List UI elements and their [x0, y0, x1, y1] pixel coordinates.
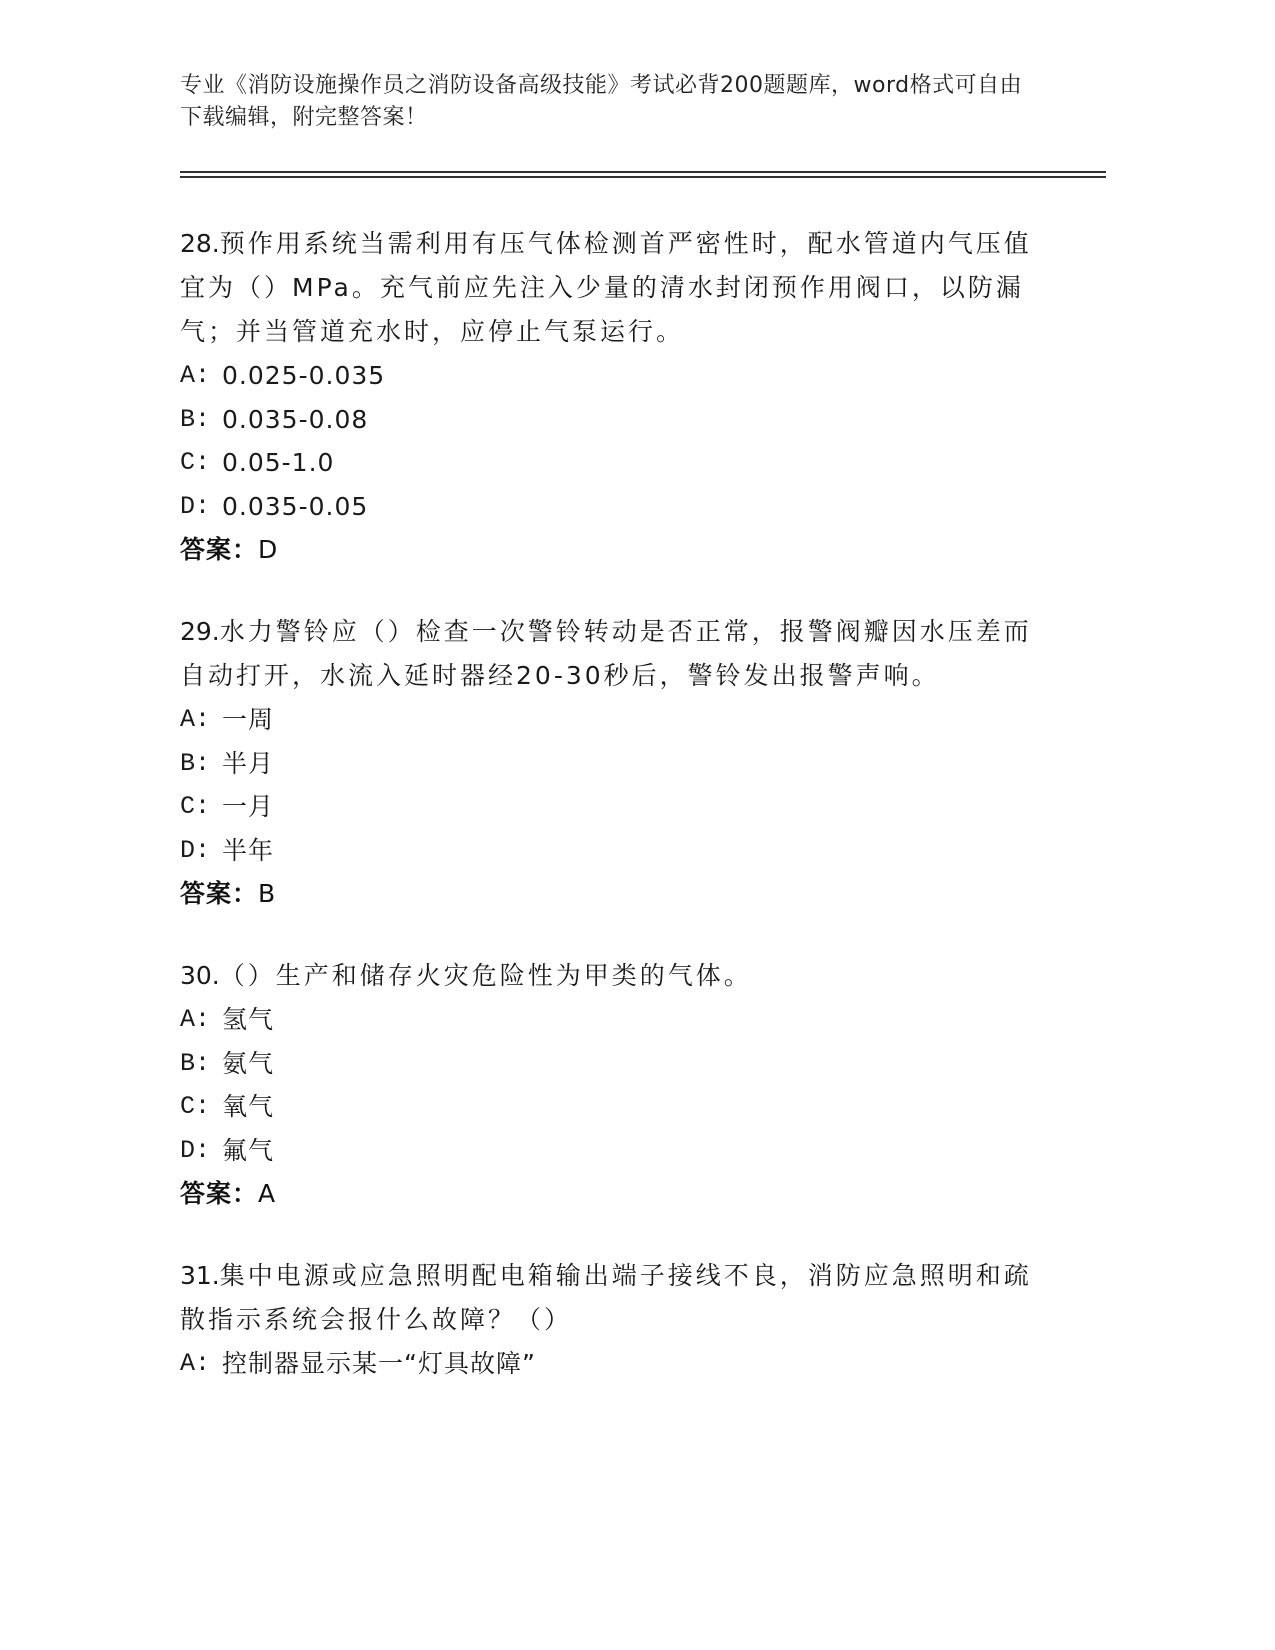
option-text: 半年: [222, 835, 275, 865]
option-d: [180, 1129, 1040, 1173]
answer-value: D: [258, 535, 279, 564]
question-31: [180, 1254, 1040, 1386]
question-number: 30.: [180, 961, 220, 990]
option-key: D:: [180, 1135, 211, 1165]
option-text: 氟气: [222, 1135, 275, 1165]
question-body: （）生产和储存火灾危险性为甲类的气体。: [219, 961, 752, 990]
question-text: [180, 954, 1040, 998]
option-text: 氨气: [222, 1048, 275, 1078]
option-b: [180, 398, 1040, 442]
option-a: [180, 698, 1040, 742]
option-key: D:: [180, 491, 211, 521]
question-30: [180, 954, 1040, 1216]
answer-label: 答案：: [180, 535, 259, 564]
option-text: 一周: [222, 705, 275, 734]
question-number: 31.: [180, 1261, 220, 1290]
option-text: 一月: [222, 792, 275, 821]
question-28: [180, 222, 1040, 572]
answer-value: A: [258, 1179, 277, 1208]
option-key: C:: [180, 448, 211, 477]
question-text: [180, 610, 1040, 698]
question-body: 集中电源或应急照明配电箱输出端子接线不良，消防应急照明和疏散指示系统会报什么故障？（）: [180, 1261, 1032, 1334]
answer-line: [180, 872, 1040, 916]
option-text: 氧气: [222, 1092, 275, 1121]
option-key: A:: [180, 1349, 211, 1378]
answer-value: B: [258, 879, 277, 908]
header-divider: [180, 171, 1106, 173]
option-key: D:: [180, 835, 211, 865]
option-d: [180, 829, 1040, 873]
option-text: 0.025-0.035: [222, 361, 386, 390]
option-text: 0.035-0.05: [222, 491, 369, 521]
option-c: [180, 785, 1040, 829]
option-text: 控制器显示某一“灯具故障”: [222, 1349, 536, 1378]
question-list: [180, 222, 1040, 1424]
option-a: [180, 1342, 1040, 1386]
option-a: [180, 354, 1040, 398]
option-text: 氢气: [222, 1005, 275, 1034]
option-text: 0.05-1.0: [222, 448, 335, 477]
option-b: [180, 742, 1040, 786]
option-key: A:: [180, 705, 211, 734]
answer-line: [180, 1172, 1040, 1216]
option-key: C:: [180, 1092, 211, 1121]
answer-line: [180, 528, 1040, 572]
header-divider: [180, 176, 1106, 178]
option-key: C:: [180, 792, 211, 821]
question-body: 水力警铃应（）检查一次警铃转动是否正常，报警阀瓣因水压差而自动打开，水流入延时器经20-30秒后，警铃发出报警声响。: [180, 617, 1032, 690]
option-key: B:: [180, 748, 211, 778]
option-b: [180, 1042, 1040, 1086]
option-d: [180, 485, 1040, 529]
answer-label: 答案：: [180, 879, 259, 908]
option-a: [180, 998, 1040, 1042]
option-c: [180, 1085, 1040, 1129]
option-text: 半月: [222, 748, 275, 778]
question-body: 预作用系统当需利用有压气体检测首严密性时，配水管道内气压值宜为（）MPa。充气前应先注入少量的清水封闭预作用阀口，以防漏气；并当管道充水时，应停止气泵运行。: [180, 229, 1032, 346]
document-header: 专业《消防设施操作员之消防设备高级技能》考试必背200题题库，word格式可自由下载编辑，附完整答案！: [180, 73, 1023, 130]
option-key: A:: [180, 361, 211, 390]
question-29: [180, 610, 1040, 916]
option-c: [180, 441, 1040, 485]
question-number: 29.: [180, 617, 220, 646]
question-text: [180, 1254, 1040, 1342]
question-number: 28.: [180, 229, 220, 258]
option-text: 0.035-0.08: [222, 404, 369, 434]
question-text: [180, 222, 1040, 354]
option-key: B:: [180, 404, 211, 434]
option-key: A:: [180, 1005, 211, 1034]
answer-label: 答案：: [180, 1179, 259, 1208]
option-key: B:: [180, 1048, 211, 1078]
